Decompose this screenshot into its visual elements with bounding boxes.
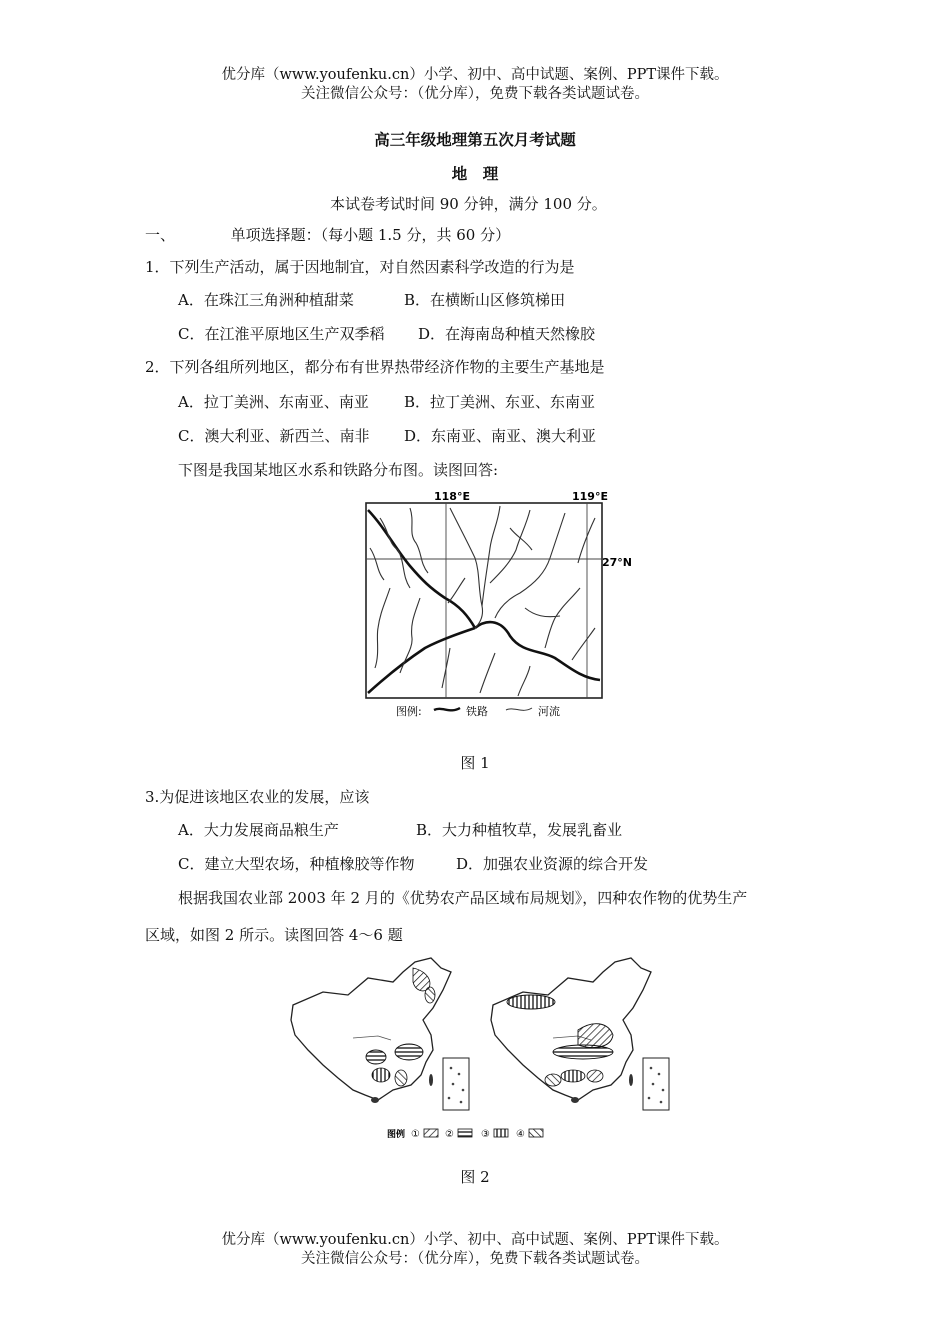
header-line-1: 优分库（www.youfenku.cn）小学、初中、高中试题、案例、PPT课件下载。 (221, 67, 729, 83)
fig2-legend-num-1: ① (411, 1129, 420, 1140)
taiwan-island (429, 1074, 433, 1086)
river (578, 518, 595, 563)
lon-label-119: 119°E (572, 490, 608, 503)
figure-1-caption: 图 1 (460, 754, 490, 772)
river (518, 666, 530, 696)
crop-region-1 (578, 1024, 613, 1048)
fig2-intro-line1: 根据我国农业部 2003 年 2 月的《优势农产品区域布局规划》，四种农作物的优势生产 (178, 889, 748, 907)
fig2-legend-num-2: ② (445, 1129, 454, 1140)
crop-region-2 (553, 1045, 613, 1059)
lon-label-118: 118°E (434, 490, 470, 503)
exam-info: 本试卷考试时间 90 分钟，满分 100 分。 (330, 195, 607, 213)
river (495, 513, 565, 618)
exam-title: 高三年级地理第五次月考试题 (374, 130, 576, 149)
south-china-sea-inset (443, 1058, 469, 1110)
legend-swatch-1 (424, 1129, 438, 1137)
q2-stem: 2．下列各组所列地区，都分布有世界热带经济作物的主要生产基地是 (145, 358, 605, 376)
q1-options-row1 (178, 290, 565, 310)
river (410, 508, 428, 573)
legend-river-symbol (506, 708, 532, 710)
legend-swatch-4 (529, 1129, 543, 1137)
river (448, 578, 465, 603)
china-map-left (291, 958, 469, 1110)
q2-options-row1 (178, 392, 595, 412)
crop-region-4 (395, 1070, 407, 1086)
q3-option-c: C．建立大型农场，种植橡胶等作物 (178, 855, 415, 873)
river (545, 588, 580, 648)
crop-region-2 (395, 1044, 423, 1060)
crop-region-2 (366, 1050, 386, 1064)
legend-swatch-3 (494, 1129, 508, 1137)
q3-option-d: D．加强农业资源的综合开发 (456, 855, 649, 873)
river (572, 628, 595, 660)
q2-option-c: C．澳大利亚、新西兰、南非 (178, 427, 370, 445)
figure-1-map (350, 488, 640, 720)
railway-line (368, 510, 475, 628)
q2-option-b: B．拉丁美洲、东亚、东南亚 (404, 393, 596, 411)
legend-swatch-2 (458, 1129, 472, 1137)
south-china-sea-inset (643, 1058, 669, 1110)
figure-2-maps (283, 950, 683, 1145)
river (510, 528, 532, 550)
q3-option-a: A．大力发展商品粮生产 (178, 821, 339, 839)
q1-option-c: C．在江淮平原地区生产双季稻 (178, 325, 385, 343)
legend-river-label: 河流 (538, 705, 560, 718)
china-map-right (491, 958, 669, 1110)
figure-2-legend (387, 1128, 543, 1140)
crop-region-4 (545, 1074, 561, 1086)
section-number: 一、 (145, 226, 176, 244)
crop-region-4 (425, 987, 435, 1003)
fig2-legend-num-3: ③ (481, 1129, 490, 1140)
fig2-legend-num-4: ④ (516, 1129, 525, 1140)
rivers (370, 506, 595, 696)
section-text: 单项选择题：（每小题 1.5 分，共 60 分） (230, 226, 511, 244)
q3-stem: 3.为促进该地区农业的发展，应该 (145, 788, 370, 806)
river (375, 588, 390, 668)
lat-label-27: 27°N (602, 556, 633, 569)
railway-line (368, 628, 475, 693)
fig2-intro-line2: 区域，如图 2 所示。读图回答 4～6 题 (145, 926, 403, 944)
river (450, 508, 483, 628)
crop-region-3 (561, 1070, 585, 1082)
header-line-2: 关注微信公众号：（优分库），免费下载各类试题试卷。 (301, 86, 649, 102)
q1-option-b: B．在横断山区修筑梯田 (404, 291, 566, 309)
legend-railway-label: 铁路 (466, 705, 488, 718)
q3-options-row2 (178, 854, 648, 874)
q2-option-d: D．东南亚、南亚、澳大利亚 (404, 427, 597, 445)
river (400, 598, 420, 673)
q1-option-a: A．在珠江三角洲种植甜菜 (178, 291, 354, 309)
river (490, 510, 530, 583)
taiwan-island (629, 1074, 633, 1086)
legend-label: 图例: (396, 705, 422, 718)
figure-2-caption: 图 2 (460, 1168, 490, 1186)
fig1-intro: 下图是我国某地区水系和铁路分布图。读图回答: (178, 461, 499, 479)
section-heading (145, 225, 510, 245)
river (482, 506, 500, 606)
q1-option-d: D．在海南岛种植天然橡胶 (418, 325, 596, 343)
q1-stem: 1．下列生产活动，属于因地制宜，对自然因素科学改造的行为是 (145, 258, 575, 276)
q3-options-row1 (178, 820, 622, 840)
footer-line-1: 优分库（www.youfenku.cn）小学、初中、高中试题、案例、PPT课件下载。 (221, 1232, 729, 1248)
crop-region-3 (372, 1068, 390, 1082)
river (370, 548, 384, 580)
footer-line-2: 关注微信公众号：（优分库），免费下载各类试题试卷。 (301, 1251, 649, 1267)
crop-region-3 (507, 995, 555, 1009)
hainan-island (371, 1097, 379, 1103)
q3-option-b: B．大力种植牧草，发展乳畜业 (416, 821, 623, 839)
railway-line (475, 622, 600, 680)
crop-region-1 (587, 1070, 603, 1082)
q2-option-a: A．拉丁美洲、东南亚、南亚 (178, 393, 369, 411)
river (525, 608, 560, 617)
fig2-legend-label: 图例 (387, 1130, 406, 1140)
river (480, 653, 495, 693)
exam-subject: 地 理 (451, 164, 499, 183)
hainan-island (571, 1097, 579, 1103)
q1-options-row2 (178, 324, 595, 344)
q2-options-row2 (178, 426, 596, 446)
legend-railway-symbol (434, 708, 460, 710)
